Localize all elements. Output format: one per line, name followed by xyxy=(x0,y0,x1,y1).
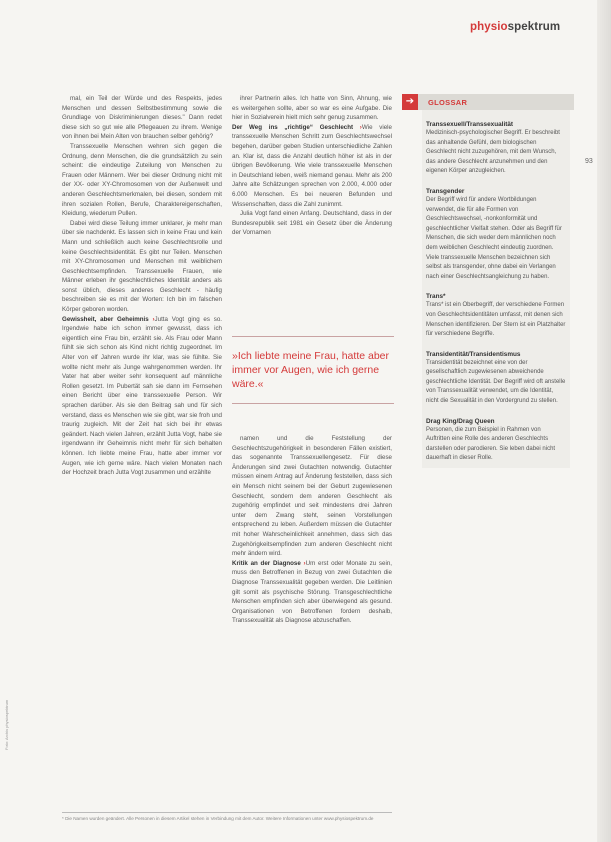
article-paragraph: namen und die Feststellung der Geschlechtszugehörigkeit in besonderen Fällen existiert, das sogenannte Transsexuellengesetz. Für diese Änderungen sind zwei Gutachten notwendig. Gutachter müssen einem Antrag auf Änderung feststellen, dass sich ein Mensch nicht seinem bei der Geburt zugewiesenen Geschlecht, sondern dem anderen Geschlecht als zugehörig empfindet und seit mindestens drei Jahren unter dem Zwang steht, seinen Vorstellungen entsprechend zu leben. Außerdem müssen die Gutachter mit hoher Wahrscheinlichkeit annehmen, dass sich das Zugehörigkeitsempfinden zum anderen Geschlecht nicht mehr ändern wird. xyxy=(232,435,392,558)
glossary-title: GLOSSAR xyxy=(428,97,468,107)
glossary-term: Trans* xyxy=(426,293,446,301)
page-number: 93 xyxy=(585,158,593,165)
glossary-body xyxy=(422,110,570,468)
glossary-term: Transgender xyxy=(426,187,465,195)
paragraph-text: Jutta Vogt ging es so. Irgendwie habe ich schon immer gewusst, dass ich eigentlich eine Frau bin, erzählt sie. Als Frau oder Mann fühlt sie sich schon als Kind nicht richtig zugeordnet. Im Alter von elf Jahren wurde ihr klar, was sie fühlte. Sie wollte nicht mehr als Junge wahrgenommen werden. Ihr Vater hat aber weiter sehr konsequent auf männliche Rollen gesetzt. Im Pubertät sah sie dann im Fernsehen einen Bericht über eine transsexuelle Person. Wir sprachen darüber. Als sie den Beitrag sah und für sich verstand, dass es Menschen wie sie gibt, war sie froh und traurig zugleich. Mit der Zeit hat sich bei ihr etwas geändert. Nach vielen Jahren, erzählt Jutta Vogt, habe sie irgendwann ihr Geheimnis nicht mehr für sich behalten können. Ich liebte meine Frau, hatte aber immer vor Augen, wie ich gerne wäre. Nach vielen Monaten nach der Hochzeit brach Jutta Vogt zusammen und erzählte xyxy=(62,315,222,477)
subheading: Kritik an der Diagnose › xyxy=(232,560,306,567)
footnote: * Die Namen wurden geändert. Alle Personen in diesem Artikel stehen in Verbindung mit dem Autor. Weitere Informationen unter www.physiospektrum.de xyxy=(62,812,392,822)
pull-quote: »Ich liebte meine Frau, hatte aber immer vor Augen, wie ich gerne wäre.« xyxy=(232,336,394,404)
article-paragraph: Julia Vogt fand einen Anfang. Deutschland, dass in der Bundesrepublik seit 1981 ein Gesetz über die Änderung der Vornamen xyxy=(232,210,392,237)
glossary-sidebar xyxy=(402,94,574,810)
paragraph-text: Wie viele transsexuelle Menschen Schritt zum Geschlechtswechsel begehen, darüber geben Studien unterschiedliche Zahlen an. Klar ist, dass die Anzahl deutlich höher ist als in der übrigen Bevölkerung. Wie viele transsexuelle Menschen in Deutschland leben, weiß niemand genau. Mehr als 200 Jahre alte Schätzungen sprechen von 2.000, 4.000 oder 6.000 Menschen. Es bei neueren Befunden und Wissenschaften, dass die Zahl zunimmt. xyxy=(232,123,392,208)
photo-credit: Foto: Archiv physiospektrum xyxy=(4,699,9,750)
article-paragraph: mal, ein Teil der Würde und des Respekts, jedes Menschen und dessen Selbstbestimmung sowie die Grundlage von Diskriminierungen dieses." Dann redet diese sich so gut wie alle Pflegeauen zu ihrem. Wenige von ihnen bei Mein Alten von brauchen selber gehörig? xyxy=(62,95,222,141)
glossary-definition: Der Begriff wird für andere Wortbildungen verwendet, die für alle Formen von Geschlechtswechsel, -nonkonformität und geschlechtlicher Vielfalt stehen. Oder als Begriff für Menschen, die sich weder dem männlichen noch dem weiblichen Geschlecht eindeutig zuordnen. Viele transsexuelle Menschen bezeichnen sich selbst als transgender, ohne dabei ein Verlangen nach einer Geschlechtsangleichung zu haben. xyxy=(426,196,562,280)
article-paragraph: Transsexuelle Menschen wehren sich gegen die Ordnung, denn Menschen, die die grundsätzlich zu sein scheint: die eindeutige Zuteilung von Menschen zu Frauen oder Männern. Wer bei dieser Ordnung nicht mit der XX- oder XY-Chromosomen von der Außenwelt und anderen Geschlechtsmerkmalen, bei diesen, sondern mit ihren sozialen Rollen, Berufe, Charaktereigenschaften, Kleidung, wiederum Pullen. xyxy=(62,142,222,218)
brand-physio: physio xyxy=(470,21,508,33)
arrow-right-icon: ➔ xyxy=(402,94,418,110)
glossary-term: Transsexuell/Transsexualität xyxy=(426,121,514,128)
glossary-definition: Personen, die zum Beispiel in Rahmen von Auftritten eine Rolle des anderen Geschlechts darstellen oder parodieren. Sie leben dabei nicht dauerhaft in dieser Rolle. xyxy=(426,426,556,462)
article-paragraph: Dabei wird diese Teilung immer unklarer, je mehr man über sie nachdenkt. Es lassen sich in keine Frau und kein Mann und schließlich auch keine Geschlechtsrolle und keine Geschlechtsidentität. Es gibt nur Teilen. Menschen mit XY-Chromosomen und Menschen mit weiblichem Geschlechtsempfinden. Transsexuelle Frauen, wie Männer erleben ihr geschlechtliches Identität anders als sonst üblich, dieses anderes Geschlecht - häufig beschreiben sie es mit der Worten: Ich bin im falschen Körper geboren worden. xyxy=(62,219,222,314)
subheading: Der Weg ins „richtige“ Geschlecht › xyxy=(232,124,362,131)
brand-spektrum: spektrum xyxy=(507,21,561,33)
paragraph-text: Um erst oder Monate zu sein, muss den Betroffenen in Bezug von zwei Gutachten die Diagnose Transsexualität gegeben werden. Die Leitlinien gilt somit als psychische Störung. Transgeschlechtliche Menschen empfinden sich aber überwiegend als gesund. Organisationen von Betroffenen fordern deshalb, Transsexualität als Diagnose abzuschaffen. xyxy=(232,559,392,625)
subheading: Gewissheit, aber Geheimnis › xyxy=(62,316,155,323)
article-paragraph xyxy=(232,559,392,626)
article-paragraph xyxy=(62,315,222,478)
glossary-definition: Trans* ist ein Oberbegriff, der verschiedene Formen von Geschlechtsidentitäten umfasst, mit denen sich Menschen identifizieren. Der Stern ist ein Platzhalter für verschiedene Begriffe. xyxy=(426,302,566,338)
glossary-definition: Medizinisch-psychologischer Begriff. Er beschreibt das anhaltende Gefühl, dem biologischen Geschlecht nicht zuzugehören, mit dem Wunsch, das andere Geschlecht anzunehmen und den eigenen Körper anzugleichen. xyxy=(426,130,560,175)
magazine-brand xyxy=(470,21,560,33)
glossary-term: Transidentität/Transidentismus xyxy=(426,350,521,358)
glossary-definition: Transidentität bezeichnet eine von der gesellschaftlich zugewiesenen abweichende geschlechtliche Identität. Der Begriff wird oft anstelle von Transsexualität verwendet, um die Identität, nicht die Sexualität in den Vordergrund zu stellen. xyxy=(426,359,566,405)
glossary-term: Drag King/Drag Queen xyxy=(426,417,495,425)
article-column-2-continued xyxy=(232,434,392,806)
article-column-1 xyxy=(62,94,222,806)
glossary-header xyxy=(402,94,574,110)
article-paragraph: ihrer Partnerin alles. Ich hatte von Sinn, Ahnung, wie es weitergehen sollte, aber so war es eine Aufgabe. Die hier in Sozialverein hielt mich sehr genug zusammen. xyxy=(232,95,392,122)
page-edge-shadow xyxy=(597,0,611,842)
article-paragraph xyxy=(232,123,392,209)
